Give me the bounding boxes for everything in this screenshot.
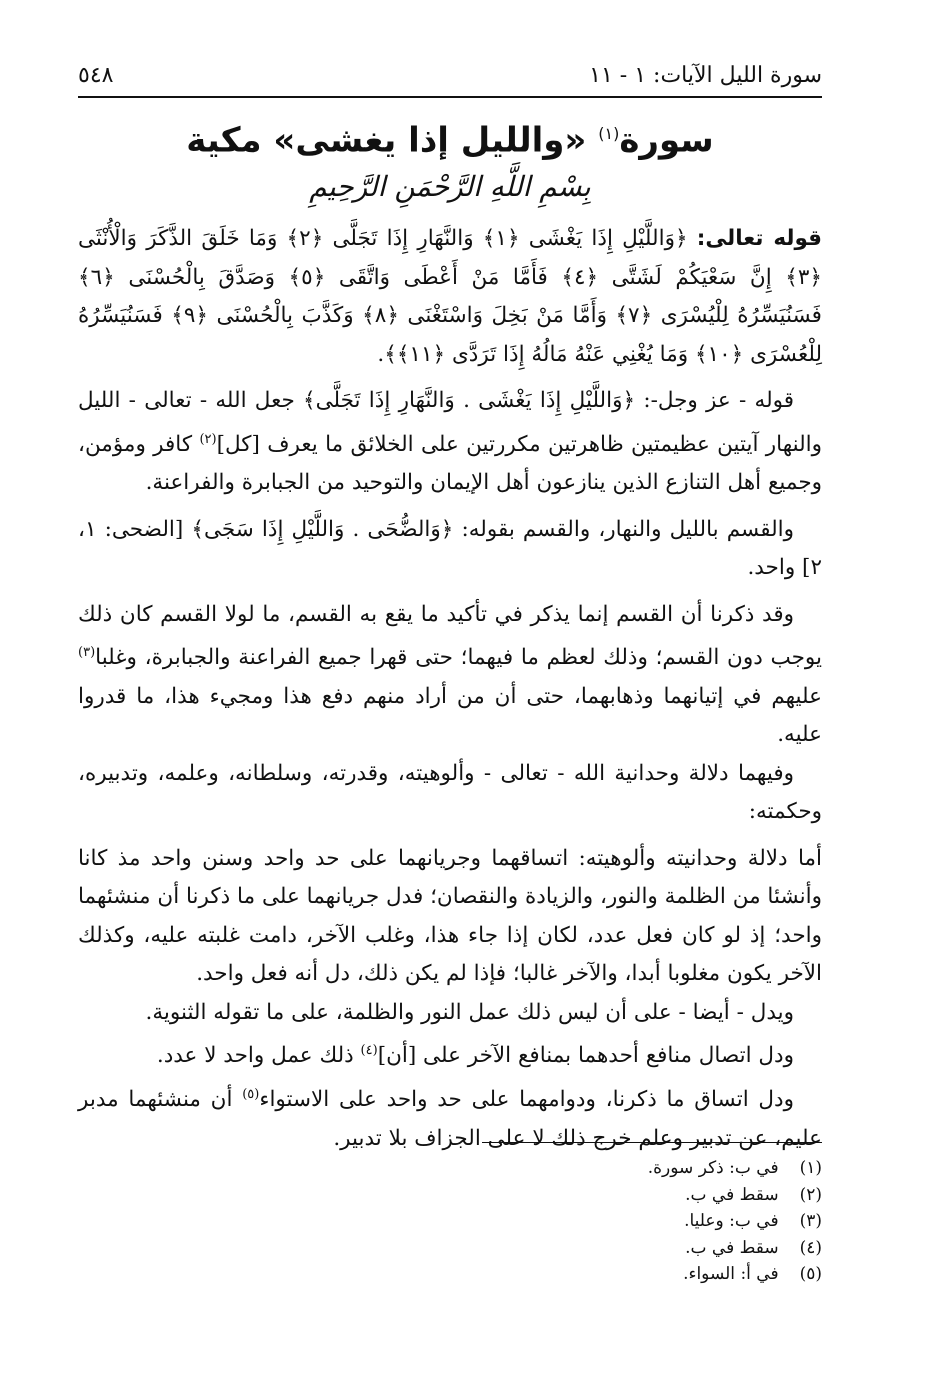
footnote-rule (482, 1142, 822, 1143)
paragraph (78, 840, 822, 994)
verses-paragraph (78, 220, 822, 374)
footnote-ref: (٥) (242, 1086, 260, 1102)
paragraph (78, 596, 822, 755)
header-rule (78, 96, 822, 98)
paragraph-text: كافر ومؤمن، وجميع أهل التنازع الذين ينازعون أهل الإيمان والتوحيد من الجبابرة والفراعنة. (78, 431, 822, 496)
title-footnote-ref: (١) (598, 124, 620, 143)
paragraph (78, 994, 822, 1033)
footnote-number: (٣) (799, 1211, 822, 1231)
surah-title-rest: «والليل إذا يغشى» مكية (186, 120, 587, 161)
footnote (78, 1208, 822, 1235)
footnote-ref: (٤) (360, 1043, 378, 1059)
footnote-text: في أ: السواء. (683, 1264, 779, 1284)
paragraph (78, 1032, 822, 1076)
paragraph (78, 382, 822, 503)
paragraph-lead: قوله تعالى: (696, 226, 822, 251)
surah-title (78, 112, 822, 162)
footnote-number: (٢) (799, 1184, 822, 1205)
footnote-text: سقط في ب. (685, 1237, 779, 1258)
paragraph-text: ويدل - أيضا - على أن ليس ذلك عمل النور والظلمة، على ما تقوله الثنوية. (145, 999, 794, 1025)
paragraph-text: ودل اتساق ما ذكرنا، ودوامهما على حد واحد على الاستواء (259, 1087, 794, 1113)
basmala: بِسْمِ اللَّهِ الرَّحْمَنِ الرَّحِيمِ (309, 170, 591, 203)
footnote-text: في ب: وعليا. (684, 1211, 779, 1231)
footnote (78, 1235, 822, 1262)
paragraph (78, 511, 822, 588)
footnote-text: في ب: ذكر سورة. (647, 1158, 779, 1178)
verses-text: ﴿وَاللَّيْلِ إِذَا يَغْشَى ﴿١﴾ وَالنَّهَارِ إِذَا تَجَلَّى ﴿٢﴾ وَمَا خَلَقَ الذَّكَرَ وَالْأُنْثَى ﴿٣﴾ إِنَّ سَعْيَكُمْ لَشَتَّى ﴿٤﴾ فَأَمَّا مَنْ أَعْطَى وَاتَّقَى ﴿٥﴾ وَصَدَّقَ بِالْحُسْنَى ﴿٦﴾ فَسَنُيَسِّرُهُ لِلْيُسْرَى ﴿٧﴾ وَأَمَّا مَنْ بَخِلَ وَاسْتَغْنَى ﴿٨﴾ وَكَذَّبَ بِالْحُسْنَى ﴿٩﴾ فَسَنُيَسِّرُهُ لِلْعُسْرَى ﴿١٠﴾ وَمَا يُغْنِي عَنْهُ مَالُهُ إِذَا تَرَدَّى ﴿١١﴾﴾. (78, 226, 823, 367)
footnote-ref: (٣) (78, 645, 96, 661)
footnote (78, 1155, 822, 1182)
running-head: سورة الليل الآيات: ١ - ١١ (589, 63, 822, 88)
paragraph-text: وفيهما دلالة وحدانية الله - تعالى - وألوهيته، وقدرته، وسلطانه، وعلمه، وتدبيره، وحكمته: (78, 760, 822, 825)
footnote-ref: (٢) (199, 431, 217, 447)
surah-title-word: سورة (619, 120, 714, 161)
paragraph (78, 1076, 822, 1158)
footnote (78, 1261, 822, 1288)
footnote-number: (٥) (799, 1264, 822, 1284)
footnote-text: سقط في ب. (685, 1184, 779, 1205)
paragraph (78, 755, 822, 832)
body-text (78, 220, 822, 1158)
paragraph-text: عليهم في إتيانهما وذهابهما، حتى أن من أراد منهم دفع هذا ومجيء هذا، ما قدروا عليه. (78, 683, 822, 748)
page-number: ٥٤٨ (78, 63, 114, 88)
page-header (78, 58, 822, 94)
paragraph-text: ودل اتصال منافع أحدهما بمنافع الآخر على [أن] (377, 1043, 794, 1069)
footnote-number: (٤) (799, 1237, 822, 1258)
footnotes (78, 1155, 822, 1288)
paragraph-text: ذلك عمل واحد لا عدد. (156, 1043, 361, 1069)
paragraph-text: أما دلالة وحدانيته وألوهيته: اتساقهما وجريانهما على حد واحد وسنن واحد مذ كانا وأنشئا من الظلمة والنور، والزيادة والنقصان؛ فدل جريانهما على ما ذكرنا أن منشئهما واحد؛ إذ لو كان فعل عدد، لكان إذا جاء هذا، وغلب الآخر، دامت غلبته عليه، وكذلك الآخر يكون مغلوبا أبدا، والآخر غالبا؛ فإذا لم يكن ذلك، دل أنه فعل واحد. (78, 845, 822, 987)
paragraph-text: والقسم بالليل والنهار، والقسم بقوله: ﴿وَالضُّحَى . وَاللَّيْلِ إِذَا سَجَى﴾ [الضحى: ١، ٢] واحد. (78, 516, 822, 581)
paragraph-text: قوله - عز وجل-: ﴿وَاللَّيْلِ إِذَا يَغْشَى . وَالنَّهَارِ إِذَا تَجَلَّى﴾ جعل الله - تعالى - الليل والنهار آيتين عظيمتين ظاهرتين مكررتين على الخلائق ما يعرف [كل] (78, 388, 822, 457)
paragraph-text: وقد ذكرنا أن القسم إنما يذكر في تأكيد ما يقع به القسم، ما لولا القسم كان ذلك يوجب دون القسم؛ وذلك لعظم ما فيهما؛ حتى قهرا جميع الفراعنة والجبابرة، وغلبا (78, 601, 822, 671)
footnote (78, 1182, 822, 1209)
footnote-number: (١) (799, 1158, 822, 1178)
paragraph-text: أن منشئهما مدبر عليم، عن تدبير وعلم خرج ذلك لا على الجزاف بلا تدبير. (78, 1087, 822, 1151)
